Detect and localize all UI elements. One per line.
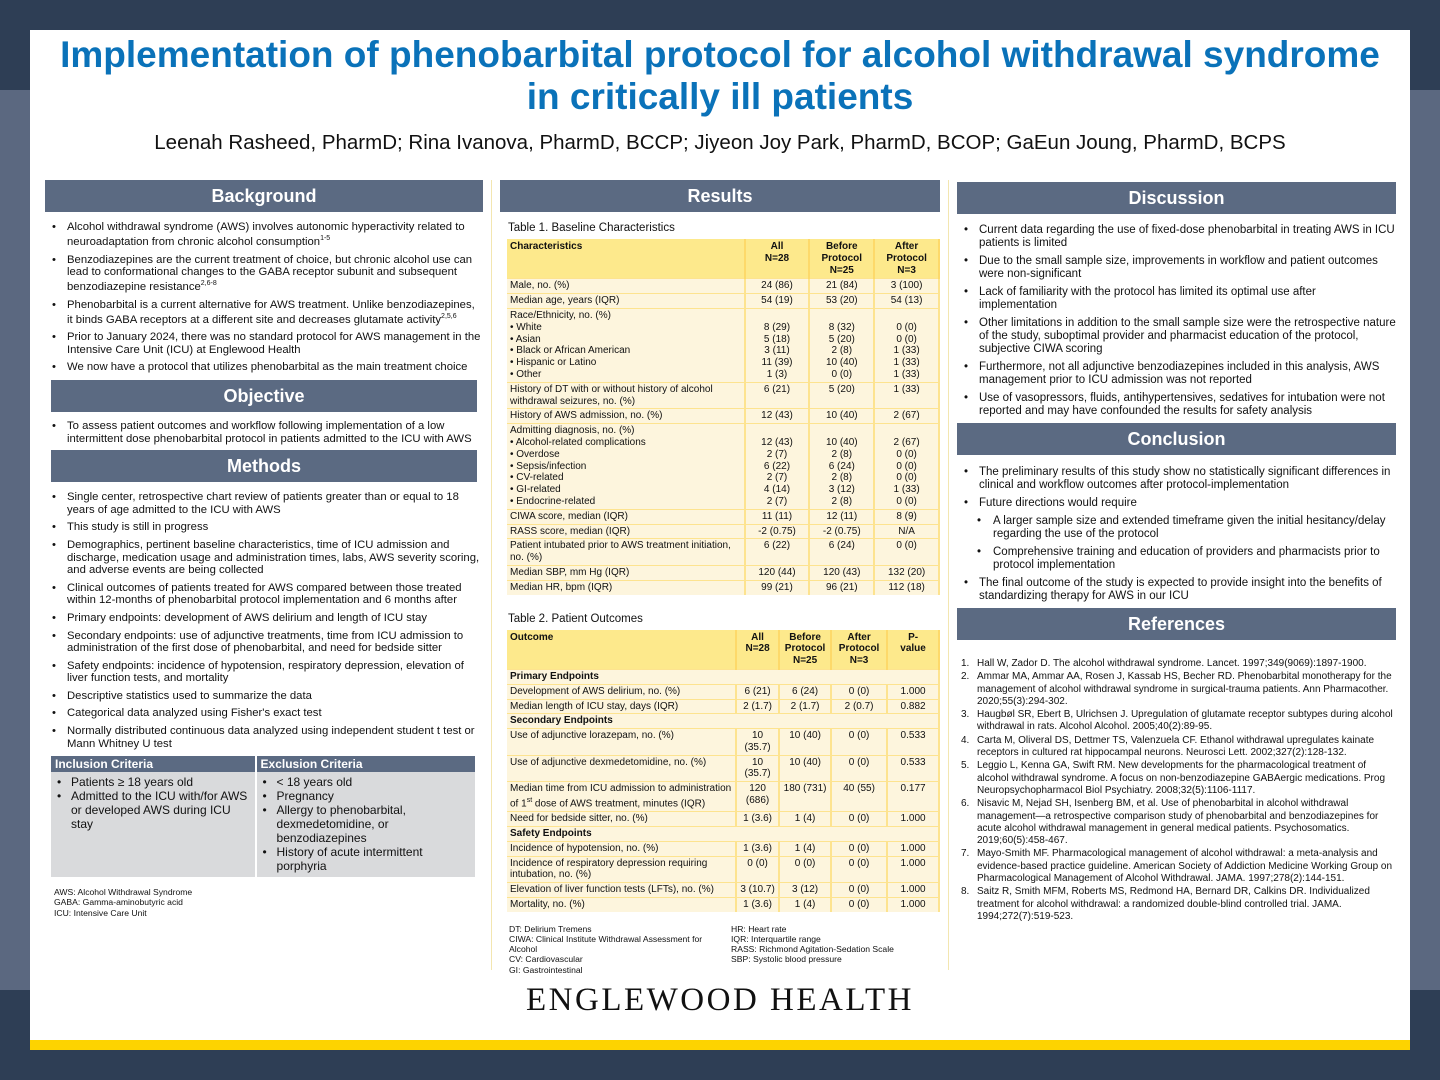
list-item: • Allergy to phenobarbital, dexmedetomidine, or benzodiazepines [261, 803, 471, 845]
table-cell: Secondary Endpoints [507, 714, 939, 729]
table-cell: Use of adjunctive lorazepam, no. (%) [507, 729, 736, 756]
table-row [507, 699, 939, 714]
objective-list [45, 420, 483, 445]
objective-heading: Objective [51, 380, 477, 412]
abbreviation: CV: Cardiovascular [509, 954, 583, 965]
table-cell: 3 (100) [874, 279, 939, 294]
abbreviation: AWS: Alcohol Withdrawal Syndrome [54, 887, 193, 898]
abbreviation: IQR: Interquartile range [731, 933, 821, 944]
table-cell: 1.000 [887, 812, 939, 827]
list-item: • Secondary endpoints: use of adjunctive treatments, time from ICU admission to administration of the first dose of phenobarbital, and need for bedside sitter [45, 630, 483, 655]
conclusion-list [957, 466, 1396, 603]
discussion-heading: Discussion [957, 182, 1396, 214]
list-item: • < 18 years old [261, 775, 471, 789]
abbreviation: RASS: Richmond Agitation-Sedation Scale [731, 944, 894, 955]
table2-caption: Table 2. Patient Outcomes [508, 612, 643, 625]
table-row [507, 883, 939, 898]
table-cell: 0 (0) [736, 856, 779, 883]
reference-number: 8. [961, 886, 970, 898]
table-cell: Median length of ICU stay, days (IQR) [507, 699, 736, 714]
table-cell: 0 (0) [831, 841, 887, 856]
reference-number: 3. [961, 709, 970, 721]
list-item: • Normally distributed continuous data analyzed using independent student t test or Mann Whitney U test [45, 725, 483, 750]
table-cell: N/A [874, 524, 939, 539]
table-cell: Safety Endpoints [507, 827, 939, 842]
table-cell: 1.000 [887, 883, 939, 898]
table-cell: 1.000 [887, 684, 939, 699]
middle-column [500, 180, 940, 975]
table-cell: 2 (0.7) [831, 699, 887, 714]
discussion-list [957, 224, 1396, 418]
table-cell: Use of adjunctive dexmedetomidine, no. (%) [507, 755, 736, 782]
table-cell: 53 (20) [809, 294, 874, 309]
table-row [507, 897, 939, 911]
table-row [507, 812, 939, 827]
table-cell: 0.882 [887, 699, 939, 714]
item-text: Phenobarbital is a current alternative for AWS treatment. Unlike benzodiazepines, it binds GABA receptors at a different site and decreases glutamate activity [67, 298, 475, 326]
table-cell: 120 (44) [745, 565, 810, 580]
table-cell: Incidence of respiratory depression requiring intubation, no. (%) [507, 856, 736, 883]
column-header: Before Protocol N=25 [779, 630, 831, 670]
list-item: • History of acute intermittent porphyria [261, 845, 471, 873]
reference-text: Ammar MA, Ammar AA, Rosen J, Kassab HS, Becher RD. Phenobarbital monotherapy for the management of alcohol withdrawal syndrome in surgical-trauma patients. Ann Pharmacother. 2020;55(3):294-302. [977, 671, 1392, 707]
table-cell: 0 (0) [831, 856, 887, 883]
citation: 1-5 [320, 235, 331, 243]
background-list [45, 221, 483, 373]
table-cell: Median time from ICU admission to administration of 1st dose of AWS treatment, minutes (IQR) [507, 782, 736, 812]
list-item [45, 299, 483, 327]
authors: Leenah Rasheed, PharmD; Rina Ivanova, PharmD, BCCP; Jiyeon Joy Park, PharmD, BCOP; GaEun Joung, PharmD, BCPS [154, 131, 1286, 154]
table-row [507, 580, 939, 594]
table-cell: Race/Ethnicity, no. (%) • White • Asian • Black or African American • Hispanic or Latino • Other [507, 308, 745, 382]
table-cell: 8 (29) 5 (18) 3 (11) 11 (39) 1 (3) [745, 308, 810, 382]
table-cell: 10 (40) [779, 729, 831, 756]
table-cell: -2 (0.75) [809, 524, 874, 539]
column-header: Before Protocol N=25 [809, 239, 874, 279]
table-cell: Mortality, no. (%) [507, 897, 736, 911]
list-item: • Pregnancy [261, 789, 471, 803]
reference-item [957, 709, 1396, 734]
reference-text: Mayo-Smith MF. Pharmacological management of alcohol withdrawal: a meta-analysis and evidence-based practice guideline. American Society of Addiction Medicine Working Group on Pharmacological Management of Alcohol Withdrawal. JAMA. 1997;278(2):144-151. [977, 848, 1393, 885]
table-cell: 0 (0) [831, 684, 887, 699]
right-column [957, 182, 1396, 924]
table-row [507, 539, 939, 566]
reference-item [957, 658, 1396, 670]
table-cell: 10 (35.7) [736, 729, 779, 756]
list-item: • To assess patient outcomes and workflow following implementation of a low intermittent dose phenobarbital protocol in patients admitted to the ICU with AWS [45, 420, 483, 445]
table-row [507, 308, 939, 382]
table-cell: 0 (0) 0 (0) 1 (33) 1 (33) 1 (33) [874, 308, 939, 382]
table-cell: History of DT with or without history of alcohol withdrawal seizures, no. (%) [507, 382, 745, 409]
column-header: After Protocol N=3 [874, 239, 939, 279]
list-item: • Admitted to the ICU with/for AWS or developed AWS during ICU stay [55, 789, 251, 831]
table-cell: Incidence of hypotension, no. (%) [507, 841, 736, 856]
table-cell: 1 (3.6) [736, 841, 779, 856]
table-cell: 12 (43) 2 (7) 6 (22) 2 (7) 4 (14) 2 (7) [745, 424, 810, 510]
column-header: Outcome [507, 630, 736, 670]
table-cell: 2 (1.7) [736, 699, 779, 714]
table-cell: 6 (24) [779, 684, 831, 699]
table-cell: 1.000 [887, 897, 939, 911]
table-cell: 10 (40) 2 (8) 6 (24) 2 (8) 3 (12) 2 (8) [809, 424, 874, 510]
item-text: Prior to January 2024, there was no standard protocol for AWS management in the Intensive Care Unit (ICU) at Englewood Health [67, 331, 481, 356]
background-heading: Background [45, 180, 483, 212]
reference-item [957, 760, 1396, 797]
item-text: Benzodiazepines are the current treatment of choice, but chronic alcohol use can lead to conformational changes to the GABA receptor subunit and subsequent benzodiazepine resistance [67, 253, 473, 294]
table-cell: 120 (43) [809, 565, 874, 580]
reference-text: Leggio L, Kenna GA, Swift RM. New developments for the pharmacological treatment of alcohol withdrawal syndrome. A focus on non-benzodiazepine GABAergic medications. Prog Neuropsychopharmacol Biol Psychiatry. 2008;32(5):1106-1117. [977, 760, 1386, 796]
list-item: • Descriptive statistics used to summarize the data [45, 690, 483, 703]
item-text: Alcohol withdrawal syndrome (AWS) involves autonomic hyperactivity related to neuroadaptation from chronic alcohol consumption [67, 221, 465, 249]
table-cell: Admitting diagnosis, no. (%) • Alcohol-related complications • Overdose • Sepsis/infection • CV-related • GI-related • Endocrine-related [507, 424, 745, 510]
reference-text: Haugbøl SR, Ebert B, Ulrichsen J. Upregulation of glutamate receptor subtypes during alcohol withdrawal in rats. Alcohol Alcohol. 2005;40(2):89-95. [977, 709, 1393, 733]
table-cell: 1.000 [887, 841, 939, 856]
table-cell: 180 (731) [779, 782, 831, 812]
table-row [507, 841, 939, 856]
table-row [507, 524, 939, 539]
table-cell: 40 (55) [831, 782, 887, 812]
table-cell: 0.533 [887, 729, 939, 756]
table-cell: Development of AWS delirium, no. (%) [507, 684, 736, 699]
list-item: • Primary endpoints: development of AWS delirium and length of ICU stay [45, 612, 483, 625]
list-item: • A larger sample size and extended timeframe given the initial hesitancy/delay regarding the use of the protocol [957, 515, 1396, 541]
list-item [45, 361, 483, 373]
table-row [507, 565, 939, 580]
table-row [507, 755, 939, 782]
reference-number: 7. [961, 848, 970, 860]
table-row [507, 424, 939, 510]
citation: 2,6-8 [200, 280, 217, 288]
table-row [507, 409, 939, 424]
results-heading: Results [500, 180, 940, 212]
table-cell: 2 (1.7) [779, 699, 831, 714]
superscript: st [526, 797, 533, 805]
table-row [507, 509, 939, 524]
column-header: All N=28 [736, 630, 779, 670]
abbreviation: SBP: Systolic blood pressure [731, 954, 842, 965]
inclusion-list [55, 775, 251, 831]
list-item: • Future directions would require [957, 497, 1396, 510]
table-cell: 3 (10.7) [736, 883, 779, 898]
table-row [507, 279, 939, 294]
list-item [45, 254, 483, 294]
abbreviations-right [731, 924, 894, 975]
reference-number: 1. [961, 658, 970, 669]
list-item: • Safety endpoints: incidence of hypotension, respiratory depression, elevation of liver function tests, and mortality [45, 660, 483, 685]
column-header: After Protocol N=3 [831, 630, 887, 670]
methods-heading: Methods [51, 450, 477, 482]
table-cell: Patient intubated prior to AWS treatment initiation, no. (%) [507, 539, 745, 566]
table-cell: 5 (20) [809, 382, 874, 409]
exclusion-heading: Exclusion Criteria [256, 756, 476, 772]
table-cell: 1.000 [887, 856, 939, 883]
table-cell: -2 (0.75) [745, 524, 810, 539]
table-row [507, 684, 939, 699]
table-cell: 0 (0) [831, 883, 887, 898]
table-cell: 1 (3.6) [736, 812, 779, 827]
list-item [45, 331, 483, 356]
abbreviation: HR: Heart rate [731, 923, 787, 934]
reference-text: Nisavic M, Nejad SH, Isenberg BM, et al. Use of phenobarbital in alcohol withdrawal management—a retrospective comparison study of phenobarbital and benzodiazepines for acute alcohol withdrawal management in general medical patients. Psychosomatics. 2019;60(5):458-467. [977, 798, 1379, 847]
table-cell: 6 (21) [745, 382, 810, 409]
table-cell: 0 (0) [874, 539, 939, 566]
reference-text: Hall W, Zador D. The alcohol withdrawal syndrome. Lancet. 1997;349(9069):1897-1900. [977, 658, 1367, 669]
reference-item [957, 671, 1396, 708]
exclusion-list [261, 775, 471, 873]
table-cell: 0 (0) [831, 729, 887, 756]
table1-caption: Table 1. Baseline Characteristics [508, 222, 675, 234]
table-cell: 132 (20) [874, 565, 939, 580]
abbreviation: CIWA: Clinical Institute Withdrawal Assessment for Alcohol [509, 933, 703, 955]
table-row [507, 729, 939, 756]
list-item: • Other limitations in addition to the small sample size were the retrospective nature of the study, suboptimal provider and pharmacist education of the protocol, subjective CIWA scoring [957, 317, 1396, 356]
table-row [507, 294, 939, 309]
list-item: • The preliminary results of this study show no statistically significant differences in clinical and workflow outcomes after protocol-implementation [957, 466, 1396, 492]
reference-number: 2. [961, 671, 970, 683]
table-cell: 10 (40) [779, 755, 831, 782]
table-cell: 0 (0) [831, 755, 887, 782]
table-cell: 1 (4) [779, 841, 831, 856]
conclusion-heading: Conclusion [957, 423, 1396, 455]
column-header: Characteristics [507, 239, 745, 279]
table-cell: 8 (32) 5 (20) 2 (8) 10 (40) 0 (0) [809, 308, 874, 382]
table-cell: 10 (40) [809, 409, 874, 424]
list-item: • Clinical outcomes of patients treated for AWS compared between those treated within 12-months of phenobarbital protocol implementation and 6 months after [45, 582, 483, 607]
table-cell: Median age, years (IQR) [507, 294, 745, 309]
table-cell: 10 (35.7) [736, 755, 779, 782]
table-cell: Need for bedside sitter, no. (%) [507, 812, 736, 827]
patient-outcomes-table [507, 630, 940, 912]
table-cell: 2 (67) [874, 409, 939, 424]
table-cell: 0 (0) [831, 897, 887, 911]
list-item [45, 221, 483, 249]
reference-item [957, 886, 1396, 923]
yellow-stripe [30, 1040, 1410, 1050]
table-cell: 1 (3.6) [736, 897, 779, 911]
methods-list [45, 491, 483, 750]
item-text: We now have a protocol that utilizes phenobarbital as the main treatment choice [67, 360, 468, 373]
table-row [507, 856, 939, 883]
list-item: • Use of vasopressors, fluids, antihypertensives, sedatives for intubation were not reported and may have confounded the results for safety analysis [957, 392, 1396, 418]
table-cell: 1 (4) [779, 812, 831, 827]
reference-item [957, 798, 1396, 847]
criteria-table [51, 756, 477, 877]
references-list [957, 658, 1396, 923]
table-cell: 54 (19) [745, 294, 810, 309]
abbreviation: DT: Delirium Tremens [509, 923, 592, 934]
list-item: • Lack of familiarity with the protocol has limited its optimal use after implementation [957, 286, 1396, 312]
reference-text: Saitz R, Smith MFM, Roberts MS, Redmond HA, Bernard DR, Calkins DR. Individualized treatment for alcohol withdrawal: a randomized double-blind controlled trial. JAMA. 1994;272(7):519-523. [977, 886, 1370, 922]
table-cell: 120 (686) [736, 782, 779, 812]
reference-item [957, 848, 1396, 885]
header-row [507, 630, 939, 670]
table-cell: RASS score, median (IQR) [507, 524, 745, 539]
table-cell: 0.177 [887, 782, 939, 812]
reference-item [957, 735, 1396, 760]
section-row [507, 714, 939, 729]
column-divider [948, 180, 949, 970]
list-item: • Comprehensive training and education of providers and pharmacists prior to protocol implementation [957, 546, 1396, 572]
englewood-health-logo: ENGLEWOOD HEALTH [526, 982, 914, 1018]
reference-number: 4. [961, 734, 970, 746]
table-cell: 2 (67) 0 (0) 0 (0) 0 (0) 1 (33) 0 (0) [874, 424, 939, 510]
table-cell: 21 (84) [809, 279, 874, 294]
table-row [507, 382, 939, 409]
reference-number: 6. [961, 798, 970, 810]
table-cell: 6 (21) [736, 684, 779, 699]
list-item: • Demographics, pertinent baseline characteristics, time of ICU admission and discharge, medication usage and administration times, labs, AWS severity scoring, and adverse events are being collected [45, 539, 483, 577]
table-cell: 99 (21) [745, 580, 810, 594]
table-cell: 12 (11) [809, 509, 874, 524]
table-cell: 8 (9) [874, 509, 939, 524]
table-cell: 6 (24) [809, 539, 874, 566]
table-cell: 112 (18) [874, 580, 939, 594]
list-item: • Categorical data analyzed using Fisher's exact test [45, 707, 483, 720]
table-cell: 24 (86) [745, 279, 810, 294]
list-item: • Single center, retrospective chart review of patients greater than or equal to 18 years of age admitted to the ICU with AWS [45, 491, 483, 516]
table-cell: Primary Endpoints [507, 669, 939, 684]
table-cell: 1 (33) [874, 382, 939, 409]
table-cell: 12 (43) [745, 409, 810, 424]
header-row [507, 239, 939, 279]
abbreviation: GI: Gastrointestinal [509, 964, 583, 975]
list-item: • Due to the small sample size, improvements in workflow and patient outcomes were non-significant [957, 255, 1396, 281]
column-header: P- value [887, 630, 939, 670]
column-divider [491, 180, 492, 970]
section-row [507, 827, 939, 842]
reference-number: 5. [961, 760, 970, 772]
table-cell: 11 (11) [745, 509, 810, 524]
table-cell: Median SBP, mm Hg (IQR) [507, 565, 745, 580]
table-cell: Male, no. (%) [507, 279, 745, 294]
list-item: • The final outcome of the study is expected to provide insight into the benefits of standardizing therapy for AWS in our ICU [957, 577, 1396, 603]
references-heading: References [957, 608, 1396, 640]
table-cell: CIWA score, median (IQR) [507, 509, 745, 524]
abbreviations [54, 887, 483, 918]
reference-text: Carta M, Oliveral DS, Dettmer TS, Valenzuela CF. Ethanol withdrawal upregulates kainate receptors in cultured rat hippocampal neurons. Neurosci Lett. 2002;327(2):128-132. [977, 734, 1375, 759]
table-cell: 0.533 [887, 755, 939, 782]
table-cell: 0 (0) [831, 812, 887, 827]
list-item: • Patients ≥ 18 years old [55, 775, 251, 789]
table-cell: 3 (12) [779, 883, 831, 898]
list-item: • This study is still in progress [45, 521, 483, 534]
abbreviation: ICU: Intensive Care Unit [54, 907, 147, 918]
poster-title: Implementation of phenobarbital protocol for alcohol withdrawal syndrome in critically ill patients [60, 34, 1380, 117]
abbreviation: GABA: Gamma-aminobutyric acid [54, 897, 183, 908]
table-row [507, 782, 939, 812]
table-cell: Median HR, bpm (IQR) [507, 580, 745, 594]
baseline-characteristics-table [507, 239, 940, 595]
section-row [507, 669, 939, 684]
list-item: • Current data regarding the use of fixed-dose phenobarbital in treating AWS in ICU patients is limited [957, 224, 1396, 250]
left-column [45, 180, 483, 918]
abbreviations-left [509, 924, 731, 975]
table-cell: 1 (4) [779, 897, 831, 911]
citation: 2,5,6 [441, 312, 457, 320]
table-cell: 96 (21) [809, 580, 874, 594]
table-cell: Elevation of liver function tests (LFTs), no. (%) [507, 883, 736, 898]
column-header: All N=28 [745, 239, 810, 279]
inclusion-heading: Inclusion Criteria [51, 756, 256, 772]
table-cell: 54 (13) [874, 294, 939, 309]
list-item: • Furthermore, not all adjunctive benzodiazepines included in this analysis, AWS management prior to ICU admission was not reported [957, 361, 1396, 387]
table-cell: 6 (22) [745, 539, 810, 566]
table-cell: 0 (0) [779, 856, 831, 883]
table-cell: History of AWS admission, no. (%) [507, 409, 745, 424]
